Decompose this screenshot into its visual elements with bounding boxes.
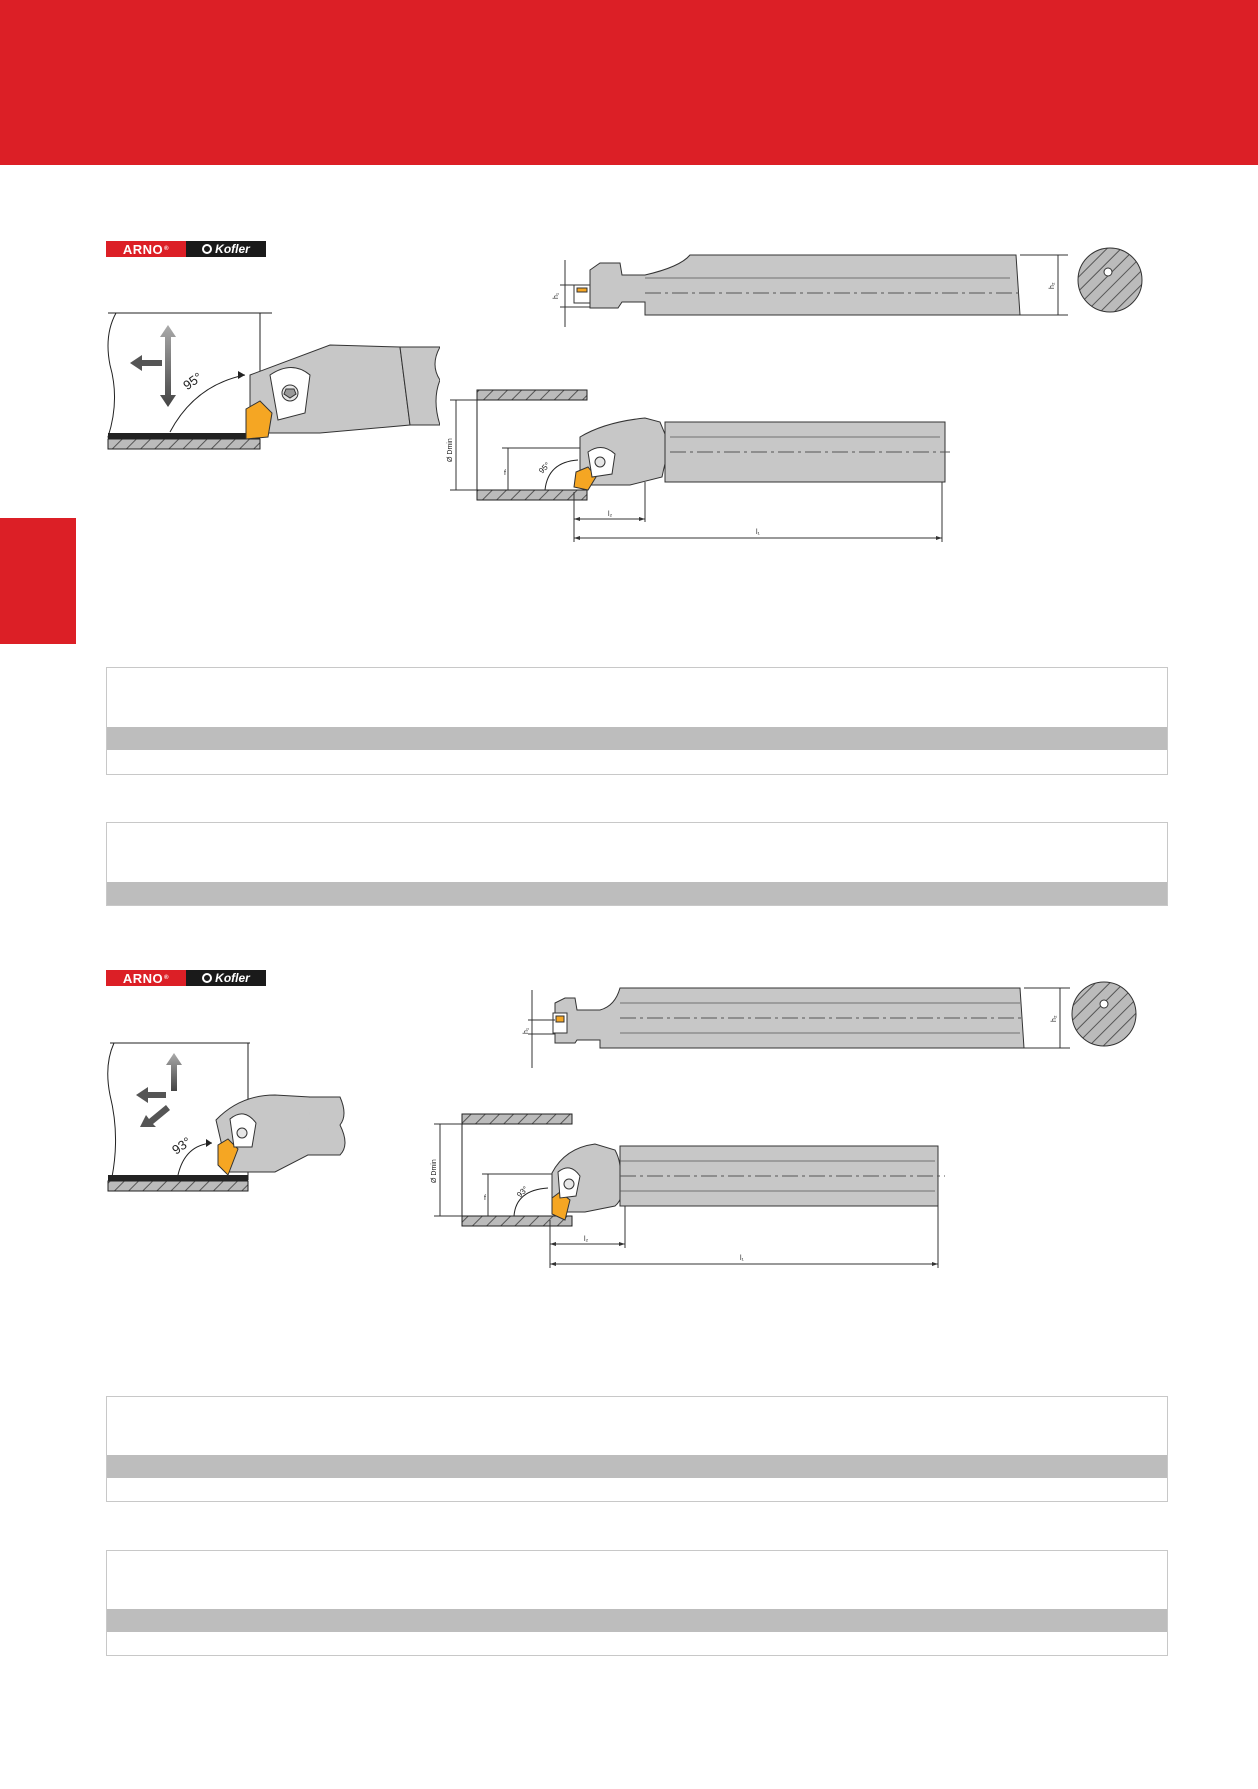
header-band <box>0 0 1258 165</box>
svg-text:l₁: l₁ <box>756 529 760 536</box>
brand-logo <box>106 241 266 257</box>
brand-logo <box>106 970 266 986</box>
svg-text:l₂: l₂ <box>608 511 613 518</box>
svg-text:l₁: l₁ <box>740 1255 744 1262</box>
table-header-bar <box>107 727 1167 750</box>
svg-text:Ø Dmin: Ø Dmin <box>431 1159 438 1183</box>
table-header-bar <box>107 1455 1167 1478</box>
kofler-icon <box>202 244 212 254</box>
tool-bore-view-95 <box>430 382 1070 542</box>
spec-table-3 <box>106 1396 1168 1502</box>
svg-text:95°: 95° <box>537 460 552 476</box>
tool-bore-view-93 <box>420 1108 1060 1268</box>
svg-text:Ø Dmin: Ø Dmin <box>447 438 454 462</box>
arno-logo: ARNO ® <box>106 241 186 257</box>
bore-wall-top <box>477 390 587 400</box>
machined-surface <box>108 433 260 439</box>
svg-text:93°: 93° <box>515 1184 530 1200</box>
kofler-logo: Kofler <box>186 970 266 986</box>
spec-table-2 <box>106 822 1168 906</box>
side-tab <box>0 518 76 644</box>
tool-side-view-93 <box>520 978 1160 1073</box>
svg-text:h₁: h₁ <box>553 292 560 299</box>
kofler-icon <box>202 973 212 983</box>
workpiece-outline <box>108 313 260 437</box>
spec-table-4 <box>106 1550 1168 1656</box>
svg-text:h₂: h₂ <box>1049 282 1056 289</box>
shank-cross-section <box>1078 248 1142 312</box>
svg-text:h₂: h₂ <box>1051 1015 1058 1022</box>
tool-body-side <box>590 255 1020 315</box>
hatched-section <box>108 1181 248 1191</box>
hatched-section <box>108 439 260 449</box>
bore-wall-bottom <box>477 490 587 500</box>
spec-table-1 <box>106 667 1168 775</box>
svg-text:l₂: l₂ <box>584 1236 589 1243</box>
application-sketch-93 <box>100 1035 380 1205</box>
svg-text:f: f <box>484 1195 486 1202</box>
tool-side-view-95 <box>530 245 1170 340</box>
svg-text:93°: 93° <box>169 1133 194 1158</box>
shank-cross-section <box>1072 982 1136 1046</box>
table-header-bar <box>107 1609 1167 1632</box>
svg-text:f: f <box>504 470 506 477</box>
svg-text:95°: 95° <box>180 369 205 393</box>
kofler-logo: Kofler <box>186 241 266 257</box>
application-sketch-95 <box>100 305 440 465</box>
arno-logo: ARNO ® <box>106 970 186 986</box>
svg-text:h₁: h₁ <box>523 1027 530 1034</box>
table-header-bar <box>107 882 1167 905</box>
